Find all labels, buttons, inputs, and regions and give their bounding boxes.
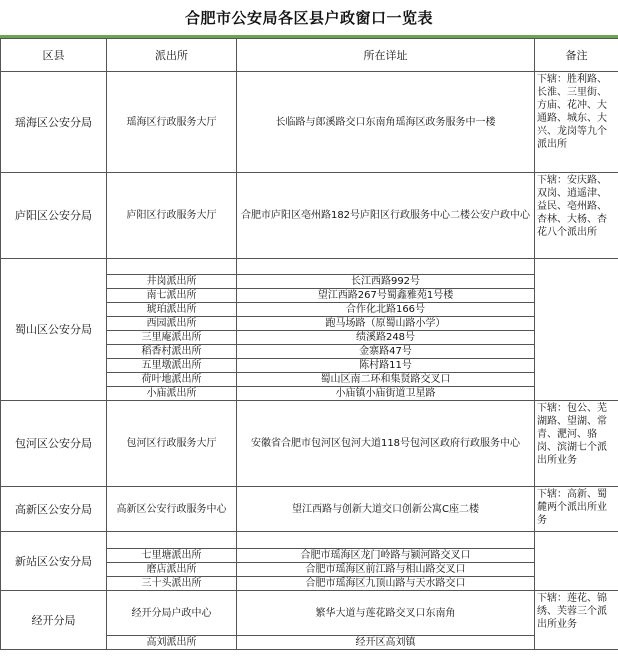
station-cell: 高新区公安行政服务中心: [107, 487, 237, 532]
table-row: [1, 72, 618, 173]
table-row: [1, 173, 618, 259]
station-cell: 经开分局户政中心: [107, 591, 237, 636]
station-cell: 荷叶地派出所: [107, 373, 237, 387]
address-cell: 绩溪路248号: [237, 331, 535, 345]
district-cell: 新站区公安分局: [1, 532, 107, 591]
district-cell: 蜀山区公安分局: [1, 259, 107, 401]
station-cell: 庐阳区行政服务大厅: [107, 173, 237, 259]
station-cell: 稻香村派出所: [107, 345, 237, 359]
address-cell: 繁华大道与莲花路交叉口东南角: [237, 591, 535, 636]
col-header-district: 区县: [1, 39, 107, 72]
address-cell: 长临路与郎溪路交口东南角瑶海区政务服务中一楼: [237, 72, 535, 173]
note-cell: 下辖：莲花、锦绣、芙蓉三个派出所业务: [535, 591, 618, 650]
station-cell: 琥珀派出所: [107, 303, 237, 317]
address-cell: 合肥市庐阳区亳州路182号庐阳区行政服务中心二楼公安户政中心: [237, 173, 535, 259]
address-cell: 陈村路11号: [237, 359, 535, 373]
table-row: [1, 532, 618, 549]
address-cell: 金寨路47号: [237, 345, 535, 359]
station-cell: 三里庵派出所: [107, 331, 237, 345]
district-cell: 高新区公安分局: [1, 487, 107, 532]
note-cell: [535, 532, 618, 591]
note-cell: 下辖：安庆路、双岗、逍遥津、益民、亳州路、杏林、大杨、杏花八个派出所: [535, 173, 618, 259]
station-cell: [107, 532, 237, 549]
station-cell: 南七派出所: [107, 289, 237, 303]
station-cell: 西园派出所: [107, 317, 237, 331]
address-cell: 经开区高刘镇: [237, 636, 535, 650]
header-row: [1, 39, 618, 72]
address-cell: [237, 259, 535, 275]
station-cell: 高刘派出所: [107, 636, 237, 650]
address-cell: 合作化北路166号: [237, 303, 535, 317]
station-cell: 井岗派出所: [107, 275, 237, 289]
station-cell: 小庙派出所: [107, 387, 237, 401]
station-cell: 七里塘派出所: [107, 549, 237, 563]
district-cell: 瑶海区公安分局: [1, 72, 107, 173]
note-cell: [535, 259, 618, 401]
district-cell: 经开分局: [1, 591, 107, 650]
note-cell: 下辖：胜利路、长淮、三里街、方庙、花冲、大通路、城东、大兴、龙岗等九个派出所: [535, 72, 618, 173]
address-cell: 合肥市瑶海区前江路与相山路交叉口: [237, 563, 535, 577]
table-row: [1, 591, 618, 636]
station-cell: 瑶海区行政服务大厅: [107, 72, 237, 173]
district-cell: 包河区公安分局: [1, 401, 107, 487]
table-row: [1, 259, 618, 275]
table-row: [1, 487, 618, 532]
col-header-note: 备注: [535, 39, 618, 72]
station-cell: [107, 259, 237, 275]
address-cell: 望江西路267号蜀鑫雅苑1号楼: [237, 289, 535, 303]
address-cell: 长江西路992号: [237, 275, 535, 289]
station-cell: 五里墩派出所: [107, 359, 237, 373]
precinct-table: [0, 38, 618, 650]
address-cell: 蜀山区南二环和集贤路交叉口: [237, 373, 535, 387]
col-header-address: 所在详址: [237, 39, 535, 72]
address-cell: 安徽省合肥市包河区包河大道118号包河区政府行政服务中心: [237, 401, 535, 487]
station-cell: 包河区行政服务大厅: [107, 401, 237, 487]
address-cell: 小庙镇小庙街道卫星路: [237, 387, 535, 401]
address-cell: 合肥市瑶海区龙门岭路与颍河路交叉口: [237, 549, 535, 563]
table-row: [1, 401, 618, 487]
station-cell: 磨店派出所: [107, 563, 237, 577]
address-cell: 跑马场路（原蜀山路小学）: [237, 317, 535, 331]
address-cell: 望江西路与创新大道交口创新公寓C座二楼: [237, 487, 535, 532]
page-title: 合肥市公安局各区县户政窗口一览表: [0, 0, 618, 38]
address-cell: [237, 532, 535, 549]
note-cell: 下辖：高新、蜀麓两个派出所业务: [535, 487, 618, 532]
address-cell: 合肥市瑶海区九顶山路与天水路交口: [237, 577, 535, 591]
station-cell: 三十头派出所: [107, 577, 237, 591]
note-cell: 下辖：包公、芜湖路、望湖、常青、淝河、骆岗、滨湖七个派出所业务: [535, 401, 618, 487]
district-cell: 庐阳区公安分局: [1, 173, 107, 259]
col-header-station: 派出所: [107, 39, 237, 72]
